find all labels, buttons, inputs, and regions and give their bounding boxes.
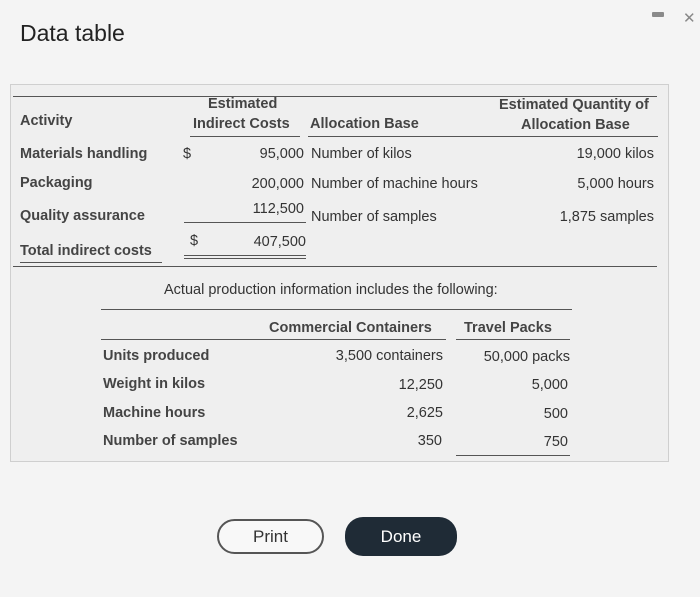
header-qty-line1: Estimated Quantity of xyxy=(499,97,649,113)
prod-row-commercial: 2,625 xyxy=(406,405,443,421)
prod-row-travel: 500 xyxy=(543,406,568,422)
row-base: Number of machine hours xyxy=(311,176,478,192)
header-travel: Travel Packs xyxy=(464,320,552,336)
prod-row-label: Units produced xyxy=(103,348,210,364)
row-activity: Materials handling xyxy=(20,146,148,162)
prod-row-travel: 5,000 xyxy=(531,377,568,393)
table1-bottom-rule xyxy=(13,266,657,267)
minimize-icon[interactable] xyxy=(652,12,664,17)
row-qty: 1,875 samples xyxy=(559,209,654,225)
total-double-rule xyxy=(184,255,306,259)
prod-row-travel: 50,000 packs xyxy=(483,349,570,365)
prod-row-commercial: 3,500 containers xyxy=(335,348,443,364)
dollar-sign: $ xyxy=(190,233,199,249)
dollar-sign: $ xyxy=(183,146,192,162)
header-cost-line1: Estimated xyxy=(208,96,278,112)
row-qty: 19,000 kilos xyxy=(576,146,654,162)
row-cost: 200,000 xyxy=(251,176,304,192)
row-base: Number of kilos xyxy=(311,146,412,162)
close-icon[interactable]: ✕ xyxy=(683,10,696,27)
row-cost: 112,500 xyxy=(252,201,304,217)
header-cost-line2: Indirect Costs xyxy=(193,116,290,132)
prod-row-label: Machine hours xyxy=(103,405,206,421)
row-qty: 5,000 hours xyxy=(577,176,654,192)
print-button[interactable]: Print xyxy=(217,519,324,554)
production-intro: Actual production information includes the following: xyxy=(164,282,498,298)
prod-row-label: Weight in kilos xyxy=(103,376,206,392)
subtotal-rule xyxy=(184,222,306,223)
window-title: Data table xyxy=(20,20,125,46)
travel-header-rule xyxy=(456,339,570,340)
header-activity: Activity xyxy=(20,113,73,129)
done-button[interactable]: Done xyxy=(345,517,457,556)
base-header-rule xyxy=(308,136,658,137)
total-label: Total indirect costs xyxy=(20,243,152,259)
prod-row-label: Number of samples xyxy=(103,433,238,449)
header-commercial: Commercial Containers xyxy=(269,320,432,336)
cost-header-rule xyxy=(190,136,300,137)
commercial-header-rule xyxy=(101,339,446,340)
table2-bottom-rule xyxy=(456,455,570,456)
total-label-rule xyxy=(20,262,162,263)
header-allocation-base: Allocation Base xyxy=(310,116,419,132)
prod-row-commercial: 12,250 xyxy=(398,377,443,393)
table2-top-rule xyxy=(101,309,572,310)
row-activity: Quality assurance xyxy=(20,208,145,224)
row-base: Number of samples xyxy=(311,209,437,225)
prod-row-commercial: 350 xyxy=(417,433,442,449)
total-cost: 407,500 xyxy=(253,234,306,250)
row-activity: Packaging xyxy=(20,175,93,191)
header-qty-line2: Allocation Base xyxy=(521,117,630,133)
row-cost: 95,000 xyxy=(259,146,304,162)
prod-row-travel: 750 xyxy=(543,434,568,450)
